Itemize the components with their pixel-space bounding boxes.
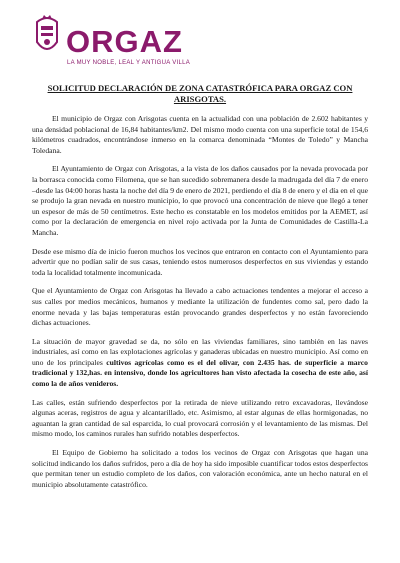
agriculture-bold-text: cultivos agrícolas como es el del olivar, con 2.435 has. de superficie a marco tradicional y 132,has. en intensivo, donde los agricultores han visto afectada la cosecha de este año, así como la de años venideros. xyxy=(32,357,368,389)
paragraph-agriculture xyxy=(32,337,368,390)
document-body xyxy=(32,114,368,498)
title-line-2: ARISGOTAS. xyxy=(173,94,227,104)
agriculture-text: La situación de mayor gravedad se da, no sólo en las viviendas familiares, sino también en las naves industriales, así como en las explotaciones agrícolas y ganaderas ubicadas en nuestro municipio. Así como en uno de los principales xyxy=(32,336,368,367)
title-line-1: SOLICITUD DECLARACIÓN DE ZONA CATASTRÓFICA PARA ORGAZ CON xyxy=(47,83,353,93)
paragraph-population: El municipio de Orgaz con Arisgotas cuenta en la actualidad con una población de 2.602 habitantes y una densidad poblacional de 16,84 habitantes/km2. Del mismo modo cuenta con una superficie total de 154,6 kilómetros cuadrados, encontrándose inmerso en la comarca denominada “Montes de Toledo” y Mancha Toledana. xyxy=(32,114,368,155)
brand-tagline: LA MUY NOBLE, LEAL Y ANTIGUA VILLA xyxy=(67,60,191,66)
crest-icon xyxy=(34,14,60,58)
paragraph-residents: Desde ese mismo día de inicio fueron muchos los vecinos que entraron en contacto con el Ayuntamiento para advertir que no podían salir de sus casas, teniendo estos numerosos desperfectos en sus viviendas y estando toda la localidad totalmente incomunicada. xyxy=(32,246,368,277)
letterhead xyxy=(34,14,374,74)
paragraph-government: El Equipo de Gobierno ha solicitado a todos los vecinos de Orgaz con Arisgotas que hagan una solicitud indicando los daños sufridos, pero a día de hoy ha sido imposible cuantificar todos estos desperfectos que permitan tener un estudio completo de los daños, con valoración económica, ante un hecho natural en el municipio absolutamente catastrófico. xyxy=(32,448,368,489)
brand-name: ORGAZ xyxy=(66,24,183,59)
document-title xyxy=(30,83,370,105)
paragraph-storm: El Ayuntamiento de Orgaz con Arisgotas, a la vista de los daños causados por la nevada provocada por la borrasca conocida como Filomena, que se han sucedido sobremanera desde la madrugada del día 7 de enero –desde las 04:00 horas hasta la noche del día 9 de enero de 2021, perdiendo el día 8 de enero y el día en el que se produjo la gran nevada en nuestro municipio, lo que provocó una concentración de nieve que llegó a tener un espesor de más de 50 centímetros. Este hecho es constatable en los modelos emitidos por la AEMET, así como por la declaración de emergencia en nivel rojo activada por la Junta de Comunidades de Castilla-La Mancha. xyxy=(32,164,368,237)
paragraph-actions: Que el Ayuntamiento de Orgaz con Arisgotas ha llevado a cabo actuaciones tendentes a mejorar el acceso a sus calles por medios mecánicos, humanos y mediante la utilización de fundentes como sal, pero dado la enorme nevada y las bajas temperaturas están provocando grandes desperfectos y no están favoreciendo dichas actuaciones. xyxy=(32,286,368,328)
paragraph-streets: Las calles, están sufriendo desperfectos por la retirada de nieve utilizando retro excavadoras, llevándose algunas aceras, registros de agua y alcantarillado, etc. Asimismo, al estar algunas de ellas hormigonadas, no aguantan la gran cantidad de sal esparcida, lo cual provocará corrosión y el levantamiento de las mismas. Del mismo modo, los caminos rurales han sufrido notables desperfectos. xyxy=(32,397,368,439)
